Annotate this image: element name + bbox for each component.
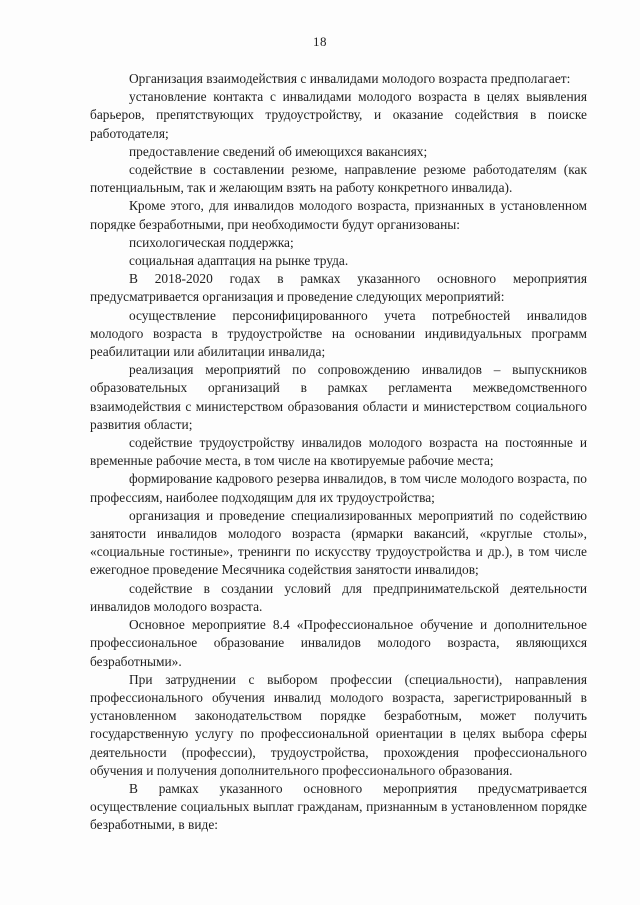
paragraph: формирование кадрового резерва инвалидов, в том числе молодого возраста, по профессиям, наиболее подходящим для их трудоустройства; — [90, 471, 587, 505]
paragraph: Организация взаимодействия с инвалидами молодого возраста предполагает: — [129, 71, 571, 86]
paragraph: социальная адаптация на рынке труда. — [129, 253, 349, 269]
paragraph: Кроме этого, для инвалидов молодого возраста, признанных в установленном порядке безработными, при необходимости будут организованы: — [90, 198, 587, 232]
paragraph: организация и проведение специализированных мероприятий по содействию занятости инвалидов молодого возраста (ярмарки вакансий, «круглые столы», «социальные гостиные», тренинги по искусству трудоустройства и др.), в том числе ежегодное проведение Месячника содействия занятости инвалидов; — [90, 507, 587, 578]
paragraph: содействие в создании условий для предпринимательской деятельности инвалидов молодого возраста. — [90, 580, 587, 614]
paragraph: установление контакта с инвалидами молодого возраста в целях выявления барьеров, препятствующих трудоустройству, и оказание содействия в поиске работодателя; — [90, 89, 587, 141]
paragraph: содействие трудоустройству инвалидов молодого возраста на постоянные и временные рабочие места, в том числе на квотируемые рабочие места; — [90, 435, 587, 469]
paragraph: осуществление персонифицированного учета потребностей инвалидов молодого возраста в трудоустройстве на основании индивидуальных программ реабилитации или абилитации инвалида; — [90, 307, 587, 360]
paragraph: психологическая поддержка; — [129, 234, 294, 250]
paragraph: Основное мероприятие 8.4 «Профессиональное обучение и дополнительное профессиональное образование инвалидов молодого возраста, являющихся безработными». — [90, 617, 587, 669]
paragraph: предоставление сведений об имеющихся вакансиях; — [129, 143, 428, 159]
paragraph: реализация мероприятий по сопровождению инвалидов – выпускников образовательных организаций в рамках регламента межведомственного взаимодействия с министерством образования области и министерством социального развития области; — [90, 362, 587, 432]
paragraph: В 2018-2020 годах в рамках указанного основного мероприятия предусматривается организация и проведение следующих мероприятий: — [90, 271, 587, 305]
page-number: 18 — [313, 34, 327, 49]
paragraph: При затруднении с выбором профессии (специальности), направления профессионального обучения инвалид молодого возраста, зарегистрированный в установленном законодательством порядке безработным, может получить государственную услугу по профессиональной ориентации в целях выбора сферы деятельности (профессии), трудоустройства, прохождения профессионального обучения и получения дополнительного профессионального образования. — [90, 671, 587, 778]
paragraph: содействие в составлении резюме, направление резюме работодателям (как потенциальным, так и желающим взять на работу конкретного инвалида). — [90, 162, 587, 196]
paragraph: В рамках указанного основного мероприятия предусматривается осуществление социальных выплат гражданам, признанным в установленном порядке безработными, в виде: — [90, 780, 587, 833]
document-body — [90, 70, 587, 835]
